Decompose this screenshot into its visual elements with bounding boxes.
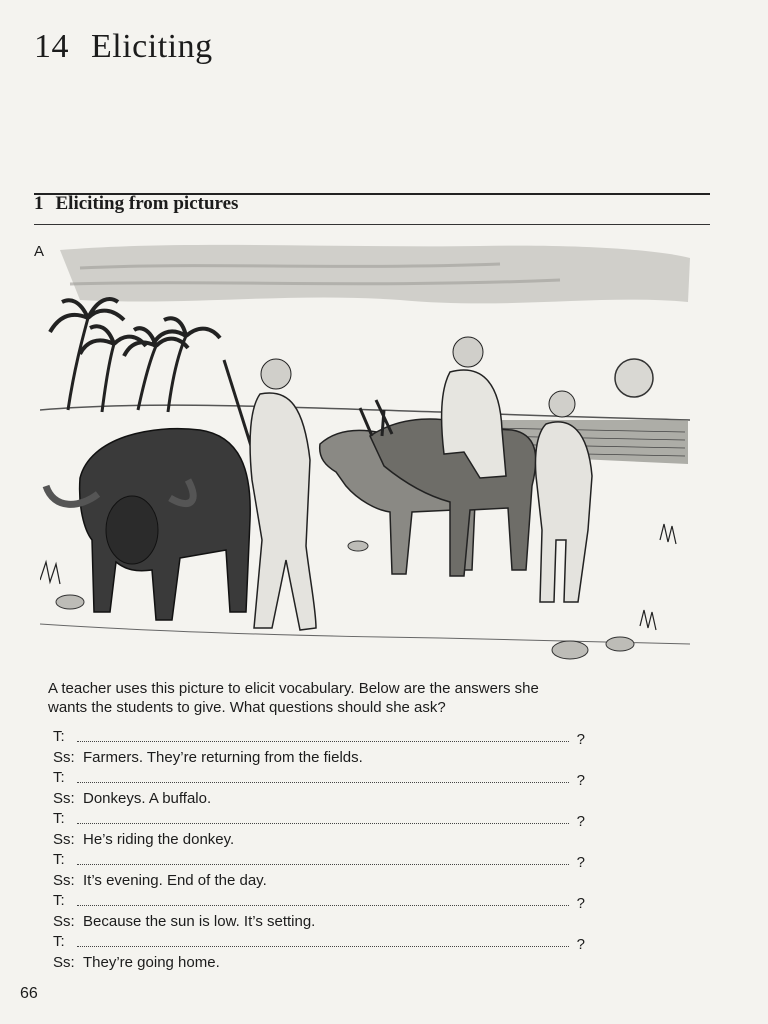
student-answer: Donkeys. A buffalo. <box>83 789 212 807</box>
figure-label: A <box>34 243 45 260</box>
chapter-name: Eliciting <box>91 28 213 65</box>
student-answer: They’re going home. <box>83 953 220 971</box>
student-answer: It’s evening. End of the day. <box>83 871 267 889</box>
teacher-question-line[interactable] <box>53 769 593 790</box>
page-number: 66 <box>20 985 38 1002</box>
student-answer-line <box>53 831 593 852</box>
teacher-question-line[interactable] <box>53 851 593 872</box>
answer-blank[interactable] <box>77 905 569 906</box>
farmers-illustration <box>40 240 700 672</box>
speaker-teacher: T: <box>53 851 65 868</box>
student-answer-line <box>53 954 593 975</box>
ground-line <box>40 624 690 644</box>
section-rule-bottom <box>34 224 710 225</box>
teacher-question-line[interactable] <box>53 933 593 954</box>
student-answer-line <box>53 790 593 811</box>
student-answer-line <box>53 913 593 934</box>
speaker-students: Ss: <box>53 871 75 889</box>
question-mark: ? <box>576 854 585 871</box>
speaker-teacher: T: <box>53 728 65 745</box>
teacher-question-line[interactable] <box>53 728 593 749</box>
chapter-title <box>34 28 213 66</box>
buffalo <box>46 429 250 620</box>
question-mark: ? <box>576 813 585 830</box>
question-mark: ? <box>576 731 585 748</box>
section-heading <box>34 193 238 215</box>
setting-sun <box>615 359 653 397</box>
speaker-students: Ss: <box>53 789 75 807</box>
answer-blank[interactable] <box>77 864 569 865</box>
teacher-question-line[interactable] <box>53 892 593 913</box>
speaker-teacher: T: <box>53 933 65 950</box>
speaker-students: Ss: <box>53 748 75 766</box>
speaker-teacher: T: <box>53 892 65 909</box>
dialogue-exercise <box>53 728 593 974</box>
student-answer-line <box>53 749 593 770</box>
sky-haze <box>60 245 690 304</box>
answer-blank[interactable] <box>77 823 569 824</box>
chapter-number: 14 <box>34 28 69 65</box>
exercise-instructions: A teacher uses this picture to elicit vocabulary. Below are the answers she wants the students to give. What questions should she ask? <box>48 680 539 716</box>
student-answer: Because the sun is low. It’s setting. <box>83 912 316 930</box>
question-mark: ? <box>576 772 585 789</box>
palm-trees <box>50 299 220 412</box>
answer-blank[interactable] <box>77 782 569 783</box>
section-title: Eliciting from pictures <box>55 193 239 214</box>
student-answer: Farmers. They’re returning from the fields. <box>83 748 363 766</box>
question-mark: ? <box>576 895 585 912</box>
answer-blank[interactable] <box>77 741 569 742</box>
section-number: 1 <box>34 193 44 214</box>
speaker-teacher: T: <box>53 810 65 827</box>
speaker-teacher: T: <box>53 769 65 786</box>
student-answer: He’s riding the donkey. <box>83 830 235 848</box>
speaker-students: Ss: <box>53 953 75 971</box>
student-answer-line <box>53 872 593 893</box>
teacher-question-line[interactable] <box>53 810 593 831</box>
speaker-students: Ss: <box>53 830 75 848</box>
speaker-students: Ss: <box>53 912 75 930</box>
answer-blank[interactable] <box>77 946 569 947</box>
question-mark: ? <box>576 936 585 953</box>
